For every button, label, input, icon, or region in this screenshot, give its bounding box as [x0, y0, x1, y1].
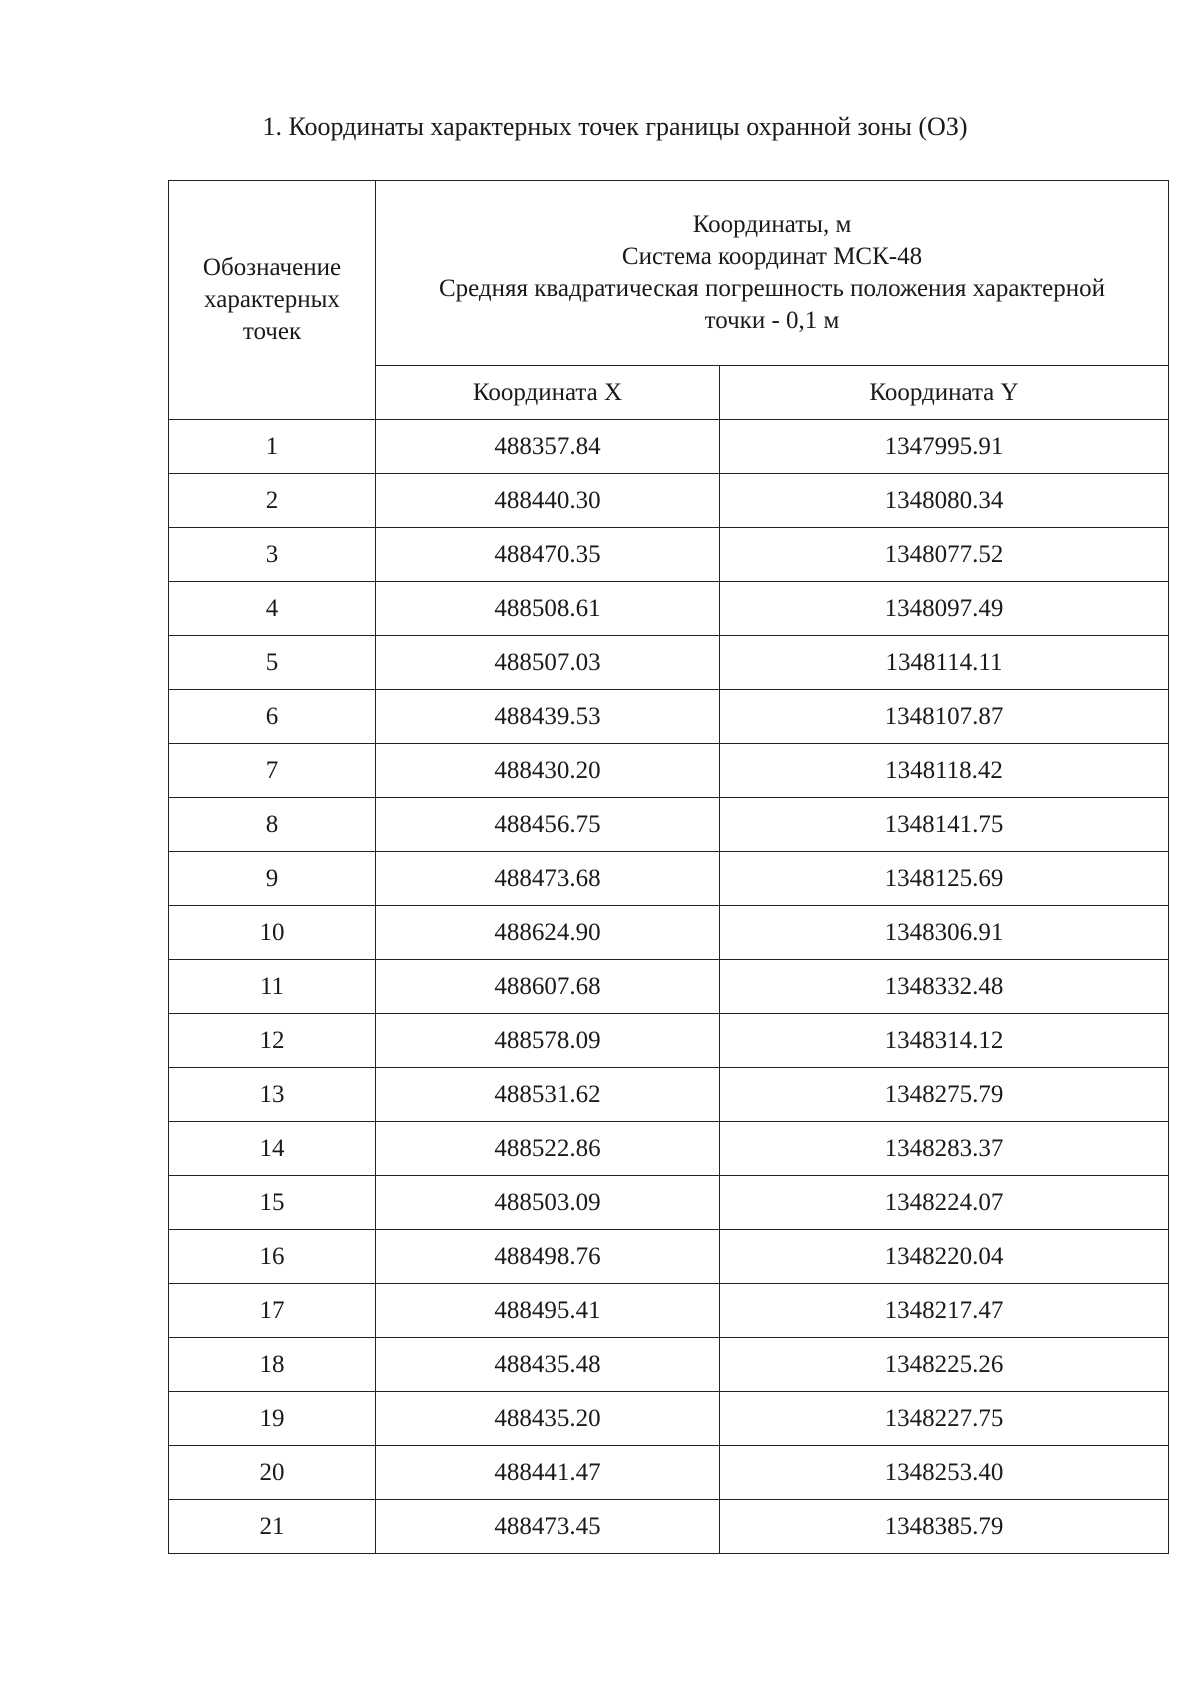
- header-x-coordinate: Координата X: [376, 366, 720, 420]
- cell-x: 488435.48: [376, 1338, 720, 1392]
- header-coords-line: точки - 0,1 м: [704, 307, 840, 334]
- cell-y: 1348224.07: [720, 1176, 1169, 1230]
- cell-point: 9: [169, 852, 376, 906]
- cell-y: 1348080.34: [720, 474, 1169, 528]
- header-point-line: Обозначение: [202, 254, 342, 281]
- cell-y: 1348306.91: [720, 906, 1169, 960]
- cell-y: 1348118.42: [720, 744, 1169, 798]
- table-row: [169, 1176, 1169, 1230]
- cell-x: 488430.20: [376, 744, 720, 798]
- cell-point: 14: [169, 1122, 376, 1176]
- cell-y: 1348227.75: [720, 1392, 1169, 1446]
- cell-y: 1348114.11: [720, 636, 1169, 690]
- table-row: [169, 744, 1169, 798]
- table-row: [169, 690, 1169, 744]
- table-row: [169, 1500, 1169, 1554]
- cell-point: 15: [169, 1176, 376, 1230]
- cell-point: 13: [169, 1068, 376, 1122]
- table-row: [169, 1284, 1169, 1338]
- table-row: [169, 1392, 1169, 1446]
- cell-y: 1348125.69: [720, 852, 1169, 906]
- cell-point: 8: [169, 798, 376, 852]
- cell-x: 488522.86: [376, 1122, 720, 1176]
- cell-x: 488531.62: [376, 1068, 720, 1122]
- header-point-line: характерных: [204, 286, 340, 313]
- table-row: [169, 1446, 1169, 1500]
- cell-x: 488440.30: [376, 474, 720, 528]
- cell-x: 488439.53: [376, 690, 720, 744]
- cell-x: 488578.09: [376, 1014, 720, 1068]
- cell-point: 6: [169, 690, 376, 744]
- cell-x: 488435.20: [376, 1392, 720, 1446]
- cell-point: 1: [169, 420, 376, 474]
- header-point-line: точек: [242, 318, 302, 345]
- table-row: [169, 960, 1169, 1014]
- table-row: [169, 906, 1169, 960]
- cell-point: 4: [169, 582, 376, 636]
- header-coords-line: Система координат МСК-48: [621, 243, 923, 270]
- cell-point: 20: [169, 1446, 376, 1500]
- cell-point: 21: [169, 1500, 376, 1554]
- cell-point: 11: [169, 960, 376, 1014]
- table-row: [169, 1014, 1169, 1068]
- cell-y: 1347995.91: [720, 420, 1169, 474]
- cell-y: 1348141.75: [720, 798, 1169, 852]
- cell-y: 1348385.79: [720, 1500, 1169, 1554]
- cell-x: 488357.84: [376, 420, 720, 474]
- cell-x: 488607.68: [376, 960, 720, 1014]
- table-row: [169, 1122, 1169, 1176]
- cell-y: 1348253.40: [720, 1446, 1169, 1500]
- cell-x: 488473.68: [376, 852, 720, 906]
- cell-point: 10: [169, 906, 376, 960]
- cell-y: 1348220.04: [720, 1230, 1169, 1284]
- cell-x: 488470.35: [376, 528, 720, 582]
- table-row: [169, 528, 1169, 582]
- cell-x: 488456.75: [376, 798, 720, 852]
- table-row: [169, 1068, 1169, 1122]
- cell-point: 3: [169, 528, 376, 582]
- cell-y: 1348332.48: [720, 960, 1169, 1014]
- cell-point: 7: [169, 744, 376, 798]
- cell-y: 1348283.37: [720, 1122, 1169, 1176]
- cell-x: 488473.45: [376, 1500, 720, 1554]
- cell-x: 488503.09: [376, 1176, 720, 1230]
- page-title: 1. Координаты характерных точек границы охранной зоны (ОЗ): [262, 112, 968, 141]
- cell-point: 12: [169, 1014, 376, 1068]
- table-row: [169, 1338, 1169, 1392]
- table-row: [169, 582, 1169, 636]
- table-row: [169, 420, 1169, 474]
- cell-y: 1348097.49: [720, 582, 1169, 636]
- cell-y: 1348314.12: [720, 1014, 1169, 1068]
- cell-x: 488624.90: [376, 906, 720, 960]
- cell-x: 488441.47: [376, 1446, 720, 1500]
- cell-x: 488508.61: [376, 582, 720, 636]
- cell-point: 18: [169, 1338, 376, 1392]
- cell-point: 17: [169, 1284, 376, 1338]
- cell-y: 1348275.79: [720, 1068, 1169, 1122]
- cell-point: 5: [169, 636, 376, 690]
- header-coords-line: Координаты, м: [692, 211, 852, 238]
- table-row: [169, 474, 1169, 528]
- header-y-coordinate: Координата Y: [720, 366, 1169, 420]
- header-coordinates-group: [376, 181, 1169, 366]
- cell-y: 1348225.26: [720, 1338, 1169, 1392]
- coordinates-table: [168, 180, 1169, 1554]
- table-body: [169, 420, 1169, 1554]
- header-point-designation: [169, 181, 376, 420]
- cell-y: 1348077.52: [720, 528, 1169, 582]
- header-coords-line: Средняя квадратическая погрешность положения характерной: [438, 275, 1106, 302]
- cell-point: 16: [169, 1230, 376, 1284]
- table-row: [169, 636, 1169, 690]
- table-row: [169, 1230, 1169, 1284]
- cell-point: 19: [169, 1392, 376, 1446]
- cell-x: 488498.76: [376, 1230, 720, 1284]
- table-row: [169, 798, 1169, 852]
- table-row: [169, 852, 1169, 906]
- cell-x: 488507.03: [376, 636, 720, 690]
- cell-y: 1348107.87: [720, 690, 1169, 744]
- cell-y: 1348217.47: [720, 1284, 1169, 1338]
- cell-point: 2: [169, 474, 376, 528]
- cell-x: 488495.41: [376, 1284, 720, 1338]
